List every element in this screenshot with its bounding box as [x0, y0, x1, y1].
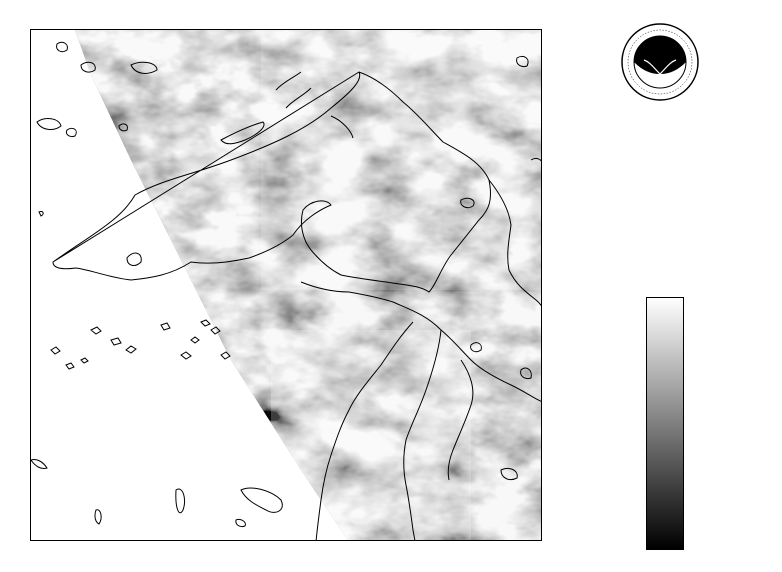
- noaa-seal-icon: [620, 22, 700, 102]
- satellite-map[interactable]: [30, 29, 542, 541]
- reflectance-colorbar: [646, 297, 684, 550]
- cloud-imagery: [31, 30, 542, 541]
- map-image: [31, 30, 542, 541]
